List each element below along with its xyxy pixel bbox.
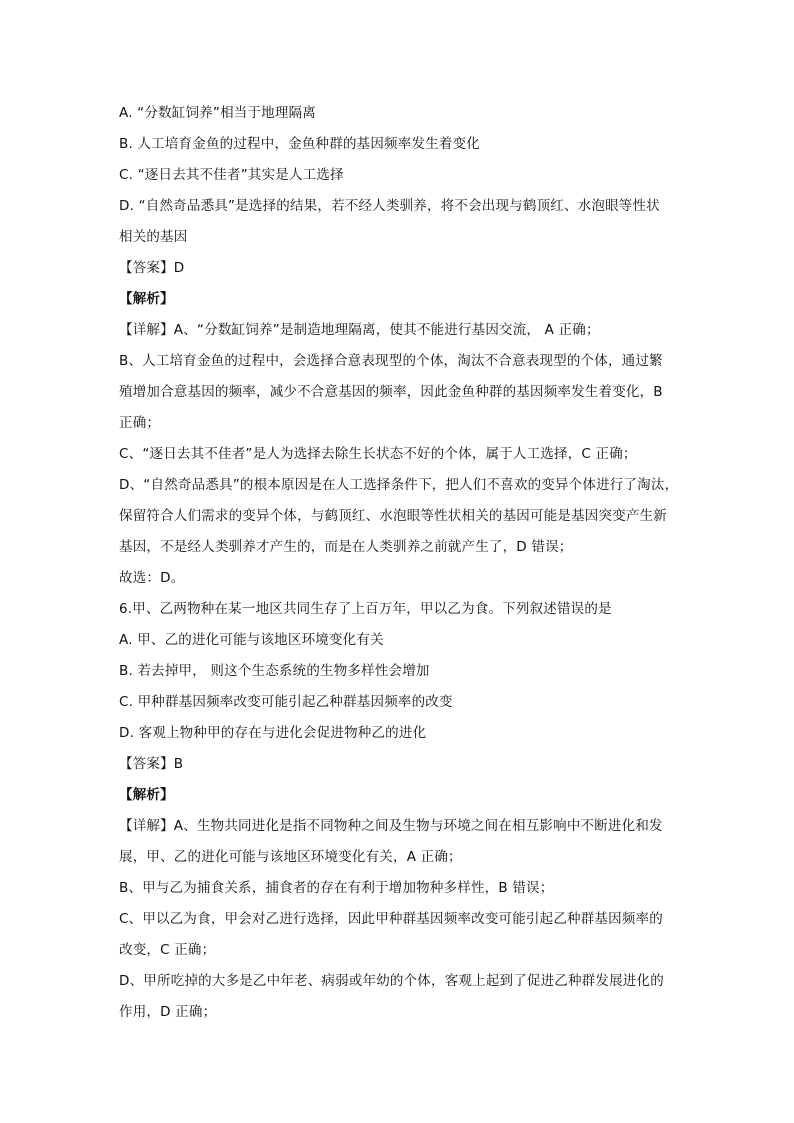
q5-analysis-d-line1: D、“自然奇品悉具”的根本原因是在人工选择条件下，把人们不喜欢的变异个体进行了淘汰， (119, 477, 679, 493)
q6-analysis-a-line1: 【详解】A、生物共同进化是指不同物种之间及生物与环境之间在相互影响中不断进化和发 (119, 818, 663, 834)
q6-option-a: A. 甲、乙的进化可能与该地区环境变化有关 (119, 632, 384, 648)
q5-analysis-c: C、“逐日去其不佳者”是人为选择去除生长状态不好的个体，属于人工选择，C 正确； (119, 446, 637, 462)
q5-option-b: B. 人工培育金鱼的过程中，金鱼种群的基因频率发生着变化 (119, 136, 480, 152)
q5-option-d-line2: 相关的基因 (119, 229, 188, 245)
q6-stem: 6.甲、乙两物种在某一地区共同生存了上百万年，甲以乙为食。下列叙述错误的是 (119, 601, 612, 617)
q6-analysis-d-line1: D、甲所吃掉的大多是乙中年老、病弱或年幼的个体，客观上起到了促进乙种群发展进化的 (119, 973, 664, 989)
q5-answer: 【答案】D (119, 260, 185, 276)
q5-option-c: C. “逐日去其不佳者”其实是人工选择 (119, 167, 344, 183)
q6-option-d: D. 客观上物种甲的存在与进化会促进物种乙的进化 (119, 725, 427, 741)
q6-analysis-d-line2: 作用，D 正确； (119, 1004, 217, 1020)
q5-analysis-d-line2: 保留符合人们需求的变异个体，与鹤顶红、水泡眼等性状相关的基因可能是基因突变产生新 (119, 508, 667, 524)
q6-analysis-a-line2: 展，甲、乙的进化可能与该地区环境变化有关，A 正确； (119, 849, 462, 865)
q6-analysis-b: B、甲与乙为捕食关系，捕食者的存在有利于增加物种多样性，B 错误； (119, 880, 554, 896)
q5-conclusion: 故选：D。 (119, 570, 185, 586)
q6-analysis-c-line2: 改变，C 正确； (119, 942, 216, 958)
q5-analysis-d-line3: 基因，不是经人类驯养才产生的，而是在人类驯养之前就产生了，D 错误； (119, 539, 573, 555)
q6-analysis-title: 【解析】 (119, 787, 174, 803)
q6-answer: 【答案】B (119, 756, 184, 772)
q5-option-d-line1: D. “自然奇品悉具”是选择的结果，若不经人类驯养，将不会出现与鹤顶红、水泡眼等性状 (119, 198, 660, 214)
q5-analysis-title: 【解析】 (119, 291, 174, 307)
q5-analysis-b-line2: 殖增加合意基因的频率，减少不合意基因的频率，因此金鱼种群的基因频率发生着变化，B (119, 384, 663, 400)
q6-option-b: B. 若去掉甲， 则这个生态系统的生物多样性会增加 (119, 663, 430, 679)
q5-analysis-b-line3: 正确； (119, 415, 161, 431)
q5-analysis-a: 【详解】A、“分数缸饲养”是制造地理隔离，使其不能进行基因交流， A 正确； (119, 322, 600, 338)
q5-analysis-b-line1: B、人工培育金鱼的过程中，会选择合意表现型的个体，淘汰不合意表现型的个体，通过繁 (119, 353, 663, 369)
q6-analysis-c-line1: C、甲以乙为食，甲会对乙进行选择，因此甲种群基因频率改变可能引起乙种群基因频率的 (119, 911, 663, 927)
q6-option-c: C. 甲种群基因频率改变可能引起乙种群基因频率的改变 (119, 694, 453, 710)
q5-option-a: A. “分数缸饲养”相当于地理隔离 (119, 105, 316, 121)
